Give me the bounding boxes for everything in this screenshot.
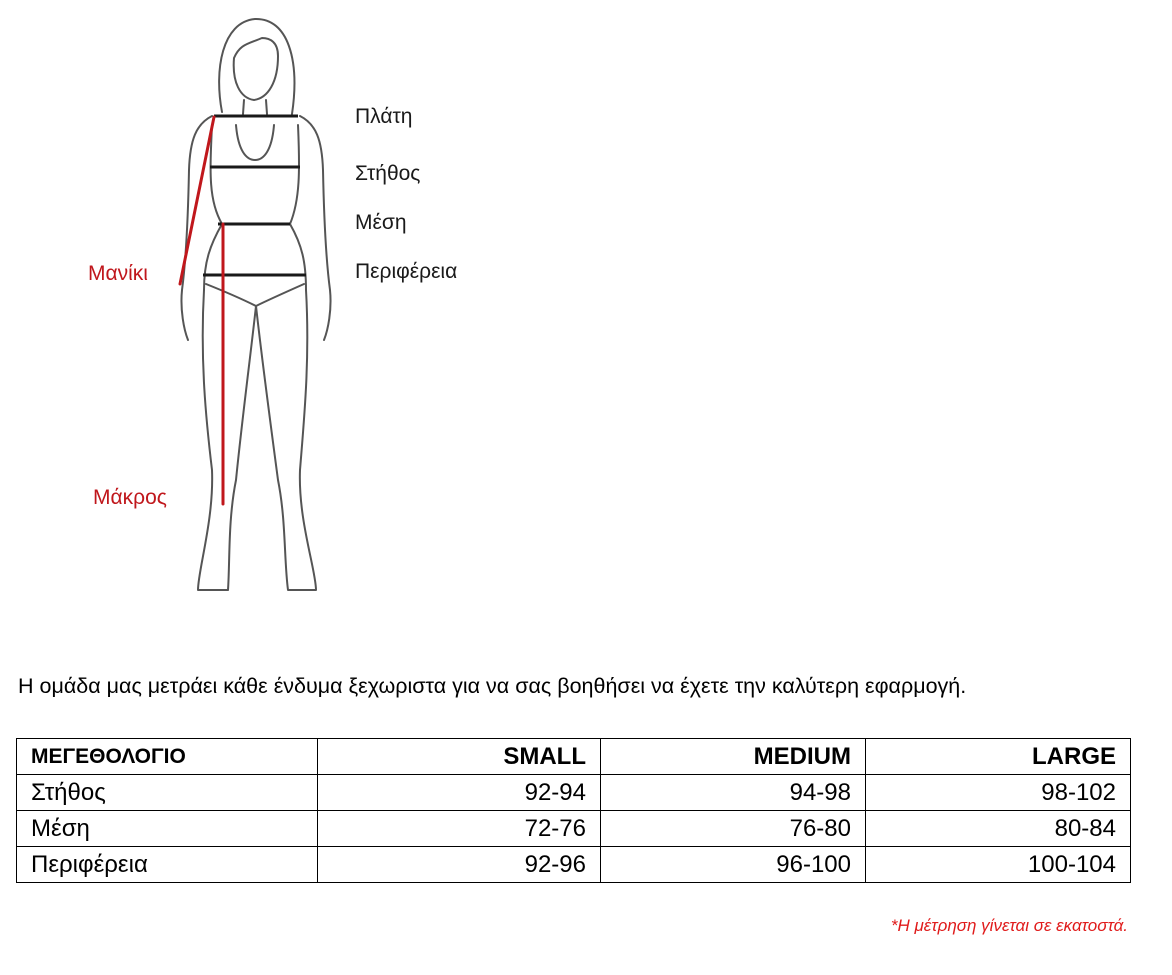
label-waist: Μέση [355, 211, 407, 234]
measurement-figure [0, 0, 600, 620]
cell-medium: 96-100 [601, 847, 866, 883]
label-shoulders: Πλάτη [355, 105, 413, 128]
cell-large: 98-102 [866, 775, 1131, 811]
cell-small: 92-94 [318, 775, 601, 811]
row-label: Περιφέρεια [17, 847, 318, 883]
header-medium: MEDIUM [601, 739, 866, 775]
cell-large: 80-84 [866, 811, 1131, 847]
row-label: Στήθος [17, 775, 318, 811]
header-size-chart: ΜΕΓΕΘΟΛΟΓΙΟ [17, 739, 318, 775]
header-small: SMALL [318, 739, 601, 775]
table-row [17, 847, 1131, 883]
row-label: Μέση [17, 811, 318, 847]
label-length: Μάκρος [93, 486, 167, 509]
cell-medium: 76-80 [601, 811, 866, 847]
body-outline-illustration [0, 0, 600, 620]
cell-large: 100-104 [866, 847, 1131, 883]
measurement-footnote: *Η μέτρηση γίνεται σε εκατοστά. [890, 916, 1128, 935]
cell-small: 72-76 [318, 811, 601, 847]
header-large: LARGE [866, 739, 1131, 775]
table-row [17, 775, 1131, 811]
table-header-row [17, 739, 1131, 775]
label-chest: Στήθος [355, 162, 421, 185]
table-row [17, 811, 1131, 847]
cell-small: 92-96 [318, 847, 601, 883]
intro-text: Η ομάδα μας μετράει κάθε ένδυμα ξεχωριστα για να σας βοηθήσει να έχετε την καλύτερη εφαρμογή. [18, 674, 967, 698]
label-hips: Περιφέρεια [355, 260, 458, 283]
cell-medium: 94-98 [601, 775, 866, 811]
size-chart-table [16, 738, 1131, 883]
label-sleeve: Μανίκι [88, 262, 148, 285]
